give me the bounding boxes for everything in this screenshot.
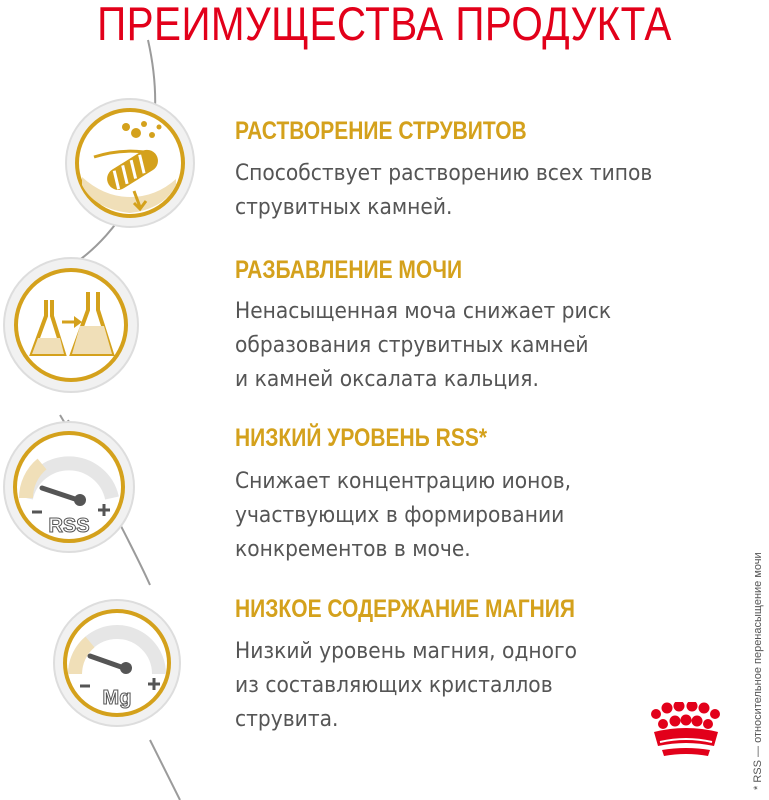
- benefit-text-line: струвитных камней.: [235, 195, 453, 220]
- rss-icon-label: RSS: [48, 515, 90, 537]
- benefit-text-line: из составляющих кристаллов: [235, 673, 553, 698]
- mg-icon-label: Mg: [102, 687, 132, 709]
- benefit-text-line: струвита.: [235, 707, 339, 732]
- mg-gauge-icon: [52, 598, 182, 728]
- benefit-text-line: участвующих в формировании: [235, 503, 565, 528]
- rss-gauge-icon: [2, 420, 136, 554]
- crystal-dissolving-icon: [64, 97, 196, 229]
- benefit-text-line: Снижает концентрацию ионов,: [235, 469, 572, 494]
- benefit-text-line: Способствует растворению всех типов: [235, 161, 653, 186]
- benefit-heading-struvite-dissolution: РАСТВОРЕНИЕ СТРУВИТОВ: [235, 117, 527, 145]
- benefit-text-line: Низкий уровень магния, одного: [235, 639, 578, 664]
- benefit-text-line: конкрементов в моче.: [235, 537, 471, 562]
- benefit-text-line: Ненасыщенная моча снижает риск: [235, 299, 612, 324]
- benefit-heading-low-rss: НИЗКИЙ УРОВЕНЬ RSS*: [235, 424, 487, 452]
- benefit-heading-low-magnesium: НИЗКОЕ СОДЕРЖАНИЕ МАГНИЯ: [235, 595, 575, 623]
- flask-transfer-icon: [2, 256, 140, 394]
- benefit-text-line: и камней оксалата кальция.: [235, 367, 539, 392]
- rss-footnote: * RSS — относительное перенасыщение мочи: [752, 552, 764, 790]
- benefit-text-line: образования струвитных камней: [235, 333, 589, 358]
- crown-logo-icon: [646, 702, 728, 760]
- benefit-heading-urine-dilution: РАЗБАВЛЕНИЕ МОЧИ: [235, 256, 463, 284]
- page-title: ПРЕИМУЩЕСТВА ПРОДУКТА: [97, 0, 672, 50]
